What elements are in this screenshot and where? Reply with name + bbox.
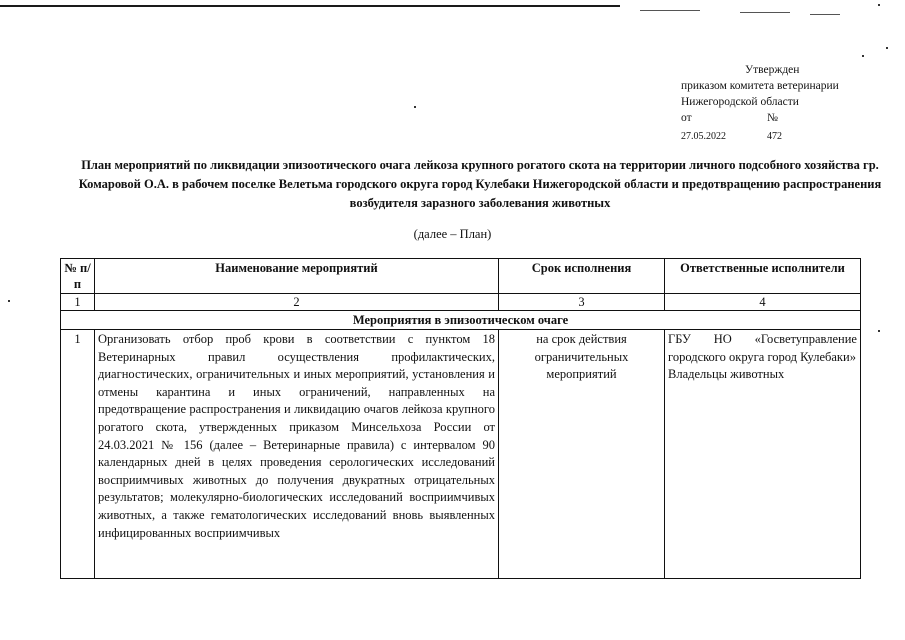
column-number: 2 (95, 294, 499, 311)
table-header-row (61, 259, 861, 294)
plan-table (60, 258, 861, 579)
header-name: Наименование мероприятий (95, 259, 499, 294)
scan-edge-line (0, 5, 620, 7)
scan-speck (414, 106, 416, 108)
header-term: Срок исполнения (499, 259, 665, 294)
approval-number-label: № (767, 112, 778, 124)
header-num: № п/п (61, 259, 95, 294)
column-number: 1 (61, 294, 95, 311)
row-responsible-org: ГБУ НО «Госветуправление городского округа город Кулебаки» (668, 332, 857, 364)
scan-speck (886, 47, 888, 49)
row-num: 1 (61, 330, 95, 579)
document-subtitle: (далее – План) (413, 227, 492, 241)
table-row (61, 330, 861, 579)
scan-speck (8, 300, 10, 302)
row-responsible-owners: Владельцы животных (668, 367, 785, 382)
approval-number: 472 (767, 131, 782, 142)
column-number: 3 (499, 294, 665, 311)
approval-line-2: приказом комитета ветеринарии (681, 80, 839, 92)
approval-line-1: Утвержден (745, 64, 800, 76)
column-number: 4 (665, 294, 861, 311)
scan-speck (878, 330, 880, 332)
column-number-row (61, 294, 861, 311)
approval-line-3: Нижегородской области (681, 96, 799, 108)
scan-speck (878, 4, 880, 6)
approval-block (681, 62, 881, 145)
row-term: на срок действия ограничительных мероприятий (499, 330, 665, 579)
scan-edge-dash (640, 10, 700, 11)
header-responsible: Ответственные исполнители (665, 259, 861, 294)
scan-speck (862, 55, 864, 57)
row-responsible (665, 330, 861, 579)
approval-date: 27.05.2022 (681, 131, 726, 142)
approval-labels (681, 110, 881, 126)
approval-from-label: от (681, 112, 692, 124)
scan-edge-dash (810, 14, 840, 15)
scan-edge-dash (740, 12, 790, 13)
section-row (61, 311, 861, 330)
row-name: Организовать отбор проб крови в соответствии с пунктом 18 Ветеринарных правил осуществления профилактических, диагностических, ограничительных и иных мероприятий, установления и отмены карантина и иных ограничений, направленных на предотвращение распространения и ликвидацию очагов лейкоза крупного рогатого скота, утвержденных приказом Минсельхоза России от 24.03.2021 № 156 (далее – Ветеринарные правила) с интервалом 90 календарных дней в целях проведения серологических исследований восприимчивых животных до получения двукратных отрицательных результатов; молекулярно-биологических исследований восприимчивых животных, а также гематологических исследований вновь выявленных инфицированных восприимчивых (95, 330, 499, 579)
approval-values (681, 129, 881, 145)
section-title: Мероприятия в эпизоотическом очаге (61, 311, 861, 330)
document-title: План мероприятий по ликвидации эпизоотического очага лейкоза крупного рогатого скота на территории личного подсобного хозяйства гр. Комаровой О.А. в рабочем поселке Велетьма городского округа город Кулебаки Нижегородской области и предотвращению распространения возбудителя заразного заболевания животных (78, 158, 882, 210)
